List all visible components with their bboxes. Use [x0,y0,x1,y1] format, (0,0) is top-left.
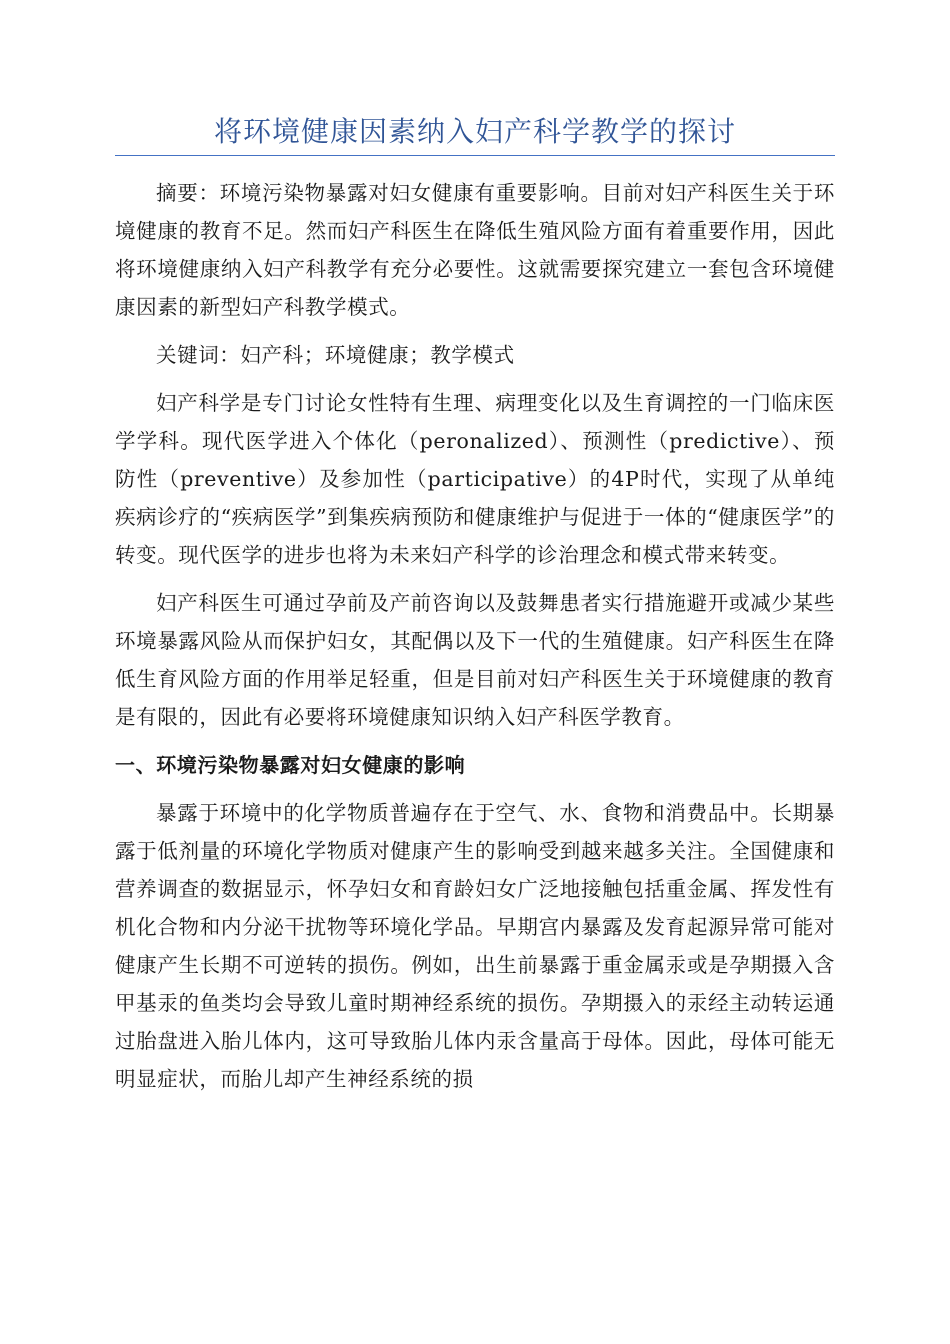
section-heading-1: 一、环境污染物暴露对妇女健康的影响 [115,753,466,777]
abstract-paragraph: 摘要：环境污染物暴露对妇女健康有重要影响。目前对妇产科医生关于环境健康的教育不足。然而妇产科医生在降低生殖风险方面有着重要作用，因此将环境健康纳入妇产科教学有充分必要性。这就需要探究建立一套包含环境健康因素的新型妇产科教学模式。 [115,181,835,319]
title-underline [115,155,835,156]
keywords-paragraph: 关键词：妇产科；环境健康；教学模式 [156,343,515,367]
intro-paragraph: 妇产科学是专门讨论女性特有生理、病理变化以及生育调控的一门临床医学学科。现代医学进入个体化（peronalized）、预测性（predictive）、预防性（preventive）及参加性（participative）的4P时代，实现了从单纯疾病诊疗的“疾病医学”到集疾病预防和健康维护与促进于一体的“健康医学”的转变。现代医学的进步也将为未来妇产科学的诊治理念和模式带来转变。 [115,391,835,567]
role-paragraph: 妇产科医生可通过孕前及产前咨询以及鼓舞患者实行措施避开或减少某些环境暴露风险从而保护妇女，其配偶以及下一代的生殖健康。妇产科医生在降低生育风险方面的作用举足轻重，但是目前对妇产科医生关于环境健康的教育是有限的，因此有必要将环境健康知识纳入妇产科医学教育。 [115,591,835,729]
document-title: 将环境健康因素纳入妇产科学教学的探讨 [213,115,736,148]
section-1-paragraph: 暴露于环境中的化学物质普遍存在于空气、水、食物和消费品中。长期暴露于低剂量的环境化学物质对健康产生的影响受到越来越多关注。全国健康和营养调查的数据显示，怀孕妇女和育龄妇女广泛地接触包括重金属、挥发性有机化合物和内分泌干扰物等环境化学品。早期宫内暴露及发育起源异常可能对健康产生长期不可逆转的损伤。例如，出生前暴露于重金属汞或是孕期摄入含甲基汞的鱼类均会导致儿童时期神经系统的损伤。孕期摄入的汞经主动转运通过胎盘进入胎儿体内，这可导致胎儿体内汞含量高于母体。因此，母体可能无明显症状，而胎儿却产生神经系统的损 [115,801,835,1091]
document-body [115,174,835,1098]
